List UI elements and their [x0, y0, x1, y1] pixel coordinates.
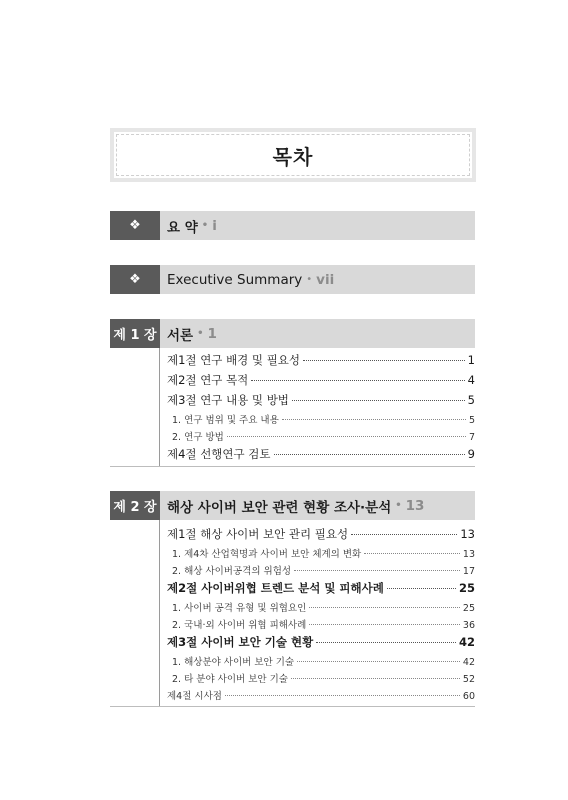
- summary-label: 요 약: [167, 219, 198, 236]
- toc-entry[interactable]: 제3절 사이버 보안 기술 현황 42: [167, 635, 475, 649]
- toc-entry[interactable]: 제4절 선행연구 검토 9: [167, 447, 475, 461]
- toc-entry[interactable]: 제4절 시사점 60: [167, 691, 475, 702]
- toc-entry[interactable]: 제2절 사이버위협 트렌드 분석 및 피해사례 25: [167, 581, 475, 595]
- summary-page: i: [212, 217, 217, 234]
- executive-page: vii: [316, 271, 335, 288]
- diamond-icon: ❖: [110, 265, 160, 294]
- toc-entry[interactable]: 제1절 연구 배경 및 필요성 1: [167, 353, 475, 367]
- toc-entry[interactable]: 제2절 연구 목적 4: [167, 373, 475, 387]
- chapter1-tag: 제 1 장: [110, 319, 160, 348]
- toc-subentry[interactable]: 2. 국내·외 사이버 위협 피해사례 36: [172, 620, 475, 631]
- divider: [159, 348, 160, 466]
- page-title: 목차: [272, 144, 314, 169]
- toc-summary-bar[interactable]: [110, 211, 475, 240]
- chapter1-page: 1: [207, 325, 217, 342]
- chapter2-bar[interactable]: [110, 491, 475, 520]
- divider: [159, 520, 160, 706]
- toc-entry[interactable]: 제1절 해상 사이버 보안 관리 필요성 13: [167, 527, 475, 541]
- chapter2-entries: [110, 520, 475, 707]
- toc-title-box: [110, 128, 476, 182]
- bullet-dot: •: [395, 500, 402, 511]
- chapter2-page: 13: [405, 497, 425, 514]
- bullet-dot: •: [197, 328, 204, 339]
- executive-label: Executive Summary: [167, 271, 303, 288]
- toc-subentry[interactable]: 1. 사이버 공격 유형 및 위협요인 25: [172, 603, 475, 614]
- chapter1-label: 서론: [167, 327, 194, 344]
- chapter2-tag: 제 2 장: [110, 491, 160, 520]
- toc-subentry[interactable]: 2. 연구 방법 7: [172, 432, 475, 443]
- chapter1-bar[interactable]: [110, 319, 475, 348]
- toc-executive-bar[interactable]: [110, 265, 475, 294]
- toc-entry[interactable]: 제3절 연구 내용 및 방법 5: [167, 393, 475, 407]
- chapter2-label: 해상 사이버 보안 관련 현황 조사·분석: [167, 499, 392, 516]
- toc-subentry[interactable]: 1. 연구 범위 및 주요 내용 5: [172, 415, 475, 426]
- chapter1-entries: [110, 348, 475, 467]
- toc-subentry[interactable]: 1. 제4차 산업혁명과 사이버 보안 체계의 변화 13: [172, 549, 475, 560]
- toc-subentry[interactable]: 1. 해상분야 사이버 보안 기술 42: [172, 657, 475, 668]
- toc-subentry[interactable]: 2. 해상 사이버공격의 위험성 17: [172, 566, 475, 577]
- toc-subentry[interactable]: 2. 타 분야 사이버 보안 기술 52: [172, 674, 475, 685]
- bullet-dot: •: [201, 220, 209, 231]
- diamond-icon: ❖: [110, 211, 160, 240]
- bullet-dot: •: [306, 274, 313, 285]
